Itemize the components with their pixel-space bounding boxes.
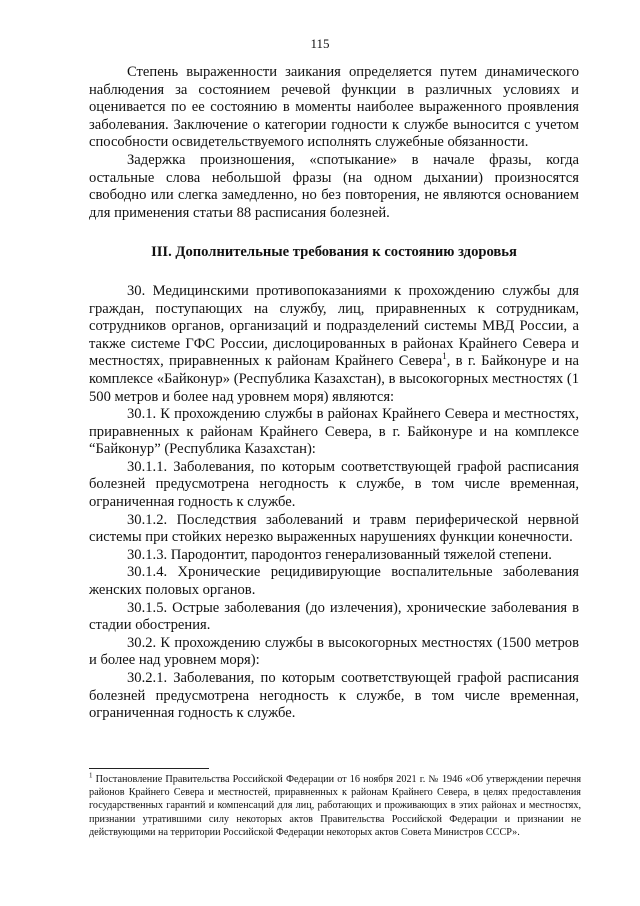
- item-30-1-4: 30.1.4. Хронические рецидивирующие воспалительные заболевания женских половых органов.: [89, 564, 579, 599]
- page-body: [89, 64, 579, 723]
- paragraph-speech-delay: Задержка произношения, «спотыкание» в начале фразы, когда остальные слова небольшой фразы (на одном дыхании) произносятся свободно или слегка замедленно, но без повторения, не являются основанием для применения статьи 88 расписания болезней.: [89, 151, 579, 221]
- item-30-1-1: 30.1.1. Заболевания, по которым соответствующей графой расписания болезней предусмотрена негодность к службе, в том числе временная, ограниченная годность к службе.: [89, 458, 579, 511]
- item-30-text-continued: , в г. Байконуре и на комплексе «Байконур» (Республика Казахстан), в высокогорных местностях (1 500 метров и более над уровнем моря) являются:: [89, 353, 579, 405]
- item-30-2: 30.2. К прохождению службы в высокогорных местностях (1500 метров и более над уровнем моря):: [89, 634, 579, 669]
- footnote: [89, 773, 581, 839]
- item-30-2-1: 30.2.1. Заболевания, по которым соответствующей графой расписания болезней предусмотрена негодность к службе, в том числе временная, ограниченная годность к службе.: [89, 670, 579, 722]
- item-30: [89, 283, 579, 406]
- footnote-text: Постановление Правительства Российской Федерации от 16 ноября 2021 г. № 1946 «Об утверждении перечня районов Крайнего Севера и местностей, приравненных к районам Крайнего Севера, в целях предоставления государственных гарантий и компенсаций для лиц, работающих и проживающих в этих районах и местностях, признании утратившими силу некоторых актов Правительства Российской Федерации и признании не действующими на территории Российской Федерации некоторых актов Совета Министров СССР».: [89, 774, 581, 838]
- footnote-divider: [89, 768, 209, 769]
- footnote-reference: 1: [442, 351, 447, 362]
- item-30-1-2: 30.1.2. Последствия заболеваний и травм периферической нервной системы при стойких нерезко выраженных нарушениях функции конечности.: [89, 511, 579, 546]
- page-number: 115: [310, 36, 330, 51]
- item-30-1-3: 30.1.3. Пародонтит, пародонтоз генерализованный тяжелой степени.: [127, 546, 552, 563]
- paragraph-stuttering-assessment: Степень выраженности заикания определяется путем динамического наблюдения за состоянием речевой функции в различных условиях и оценивается по ее состоянию в моменты наиболее выраженного проявления заболевания. Заключение о категории годности к службе выносится с учетом способности освидетельствуемого исполнять служебные обязанности.: [89, 64, 579, 151]
- section-heading: III. Дополнительные требования к состоянию здоровья: [151, 244, 517, 261]
- item-30-1-5: 30.1.5. Острые заболевания (до излечения), хронические заболевания в стадии обострения.: [89, 599, 579, 634]
- item-30-text: 30. Медицинскими противопоказаниями к прохождению службы для граждан, поступающих на службу, лиц, приравненных к сотрудникам, сотрудников органов, организаций и подразделений системы МВД России, а также системе ГФС России, дислоцированных в районах Крайнего Севера и местностях, приравненных к районам Крайнего Севера: [89, 282, 579, 370]
- footnote-number: 1: [89, 771, 93, 780]
- item-30-1: 30.1. К прохождению службы в районах Крайнего Севера и местностях, приравненных к районам Крайнего Севера, в г. Байконуре и на комплексе “Байконур” (Республика Казахстан):: [89, 406, 579, 458]
